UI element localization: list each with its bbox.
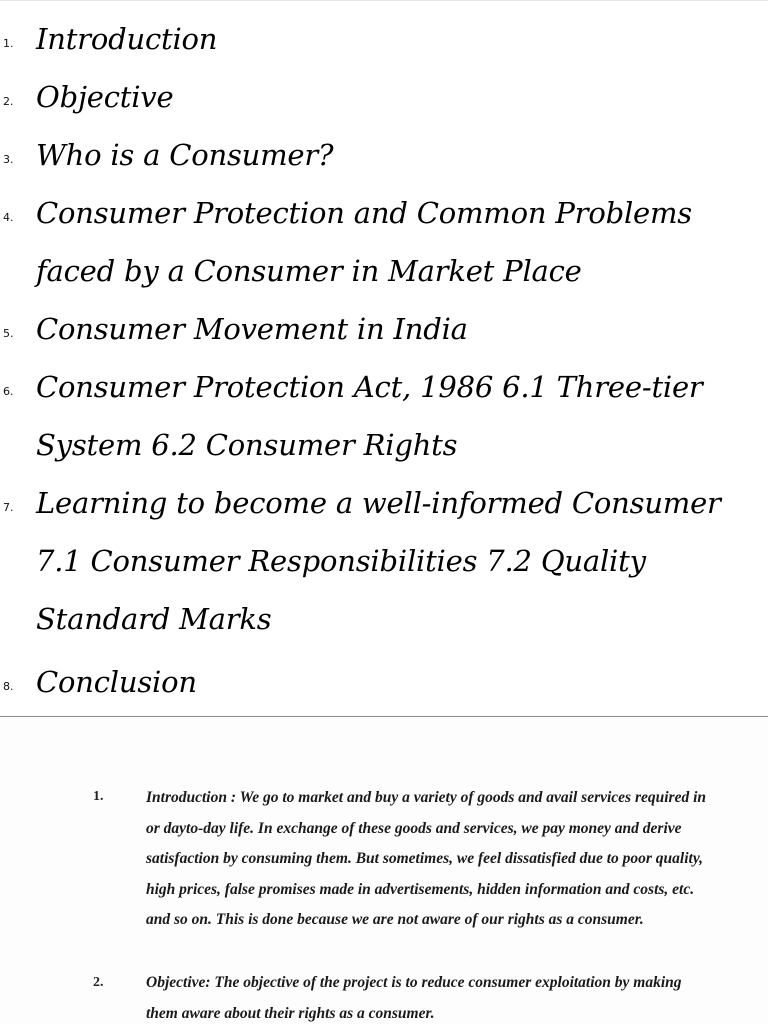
toc-text: Consumer Protection Act, 1986 6.1 Three-tier System 6.2 Consumer Rights <box>36 370 703 462</box>
toc-text: Consumer Protection and Common Problems faced by a Consumer in Market Place <box>36 196 692 288</box>
document-body <box>0 717 768 1024</box>
toc-number: 6. <box>3 385 14 398</box>
toc-text: Objective <box>36 80 174 114</box>
toc-number: 8. <box>3 680 14 693</box>
toc-text: Learning to become a well-informed Consumer 7.1 Consumer Responsibilities 7.2 Quality Standard Marks <box>36 486 721 636</box>
toc-number: 1. <box>3 37 14 50</box>
paragraph-text: Objective: The objective of the project is to reduce consumer exploitation by making them aware about their rights as a consumer. <box>146 974 682 1022</box>
paragraph-text: Introduction : We go to market and buy a variety of goods and avail services required in or dayto-day life. In exchange of these goods and services, we pay money and derive satisfaction by consuming them. But sometimes, we feel dissatisfied due to poor quality, high prices, false promises made in advertisements, hidden information and costs, etc. and so on. This is done because we are not aware of our rights as a consumer. <box>146 789 707 928</box>
toc-number: 2. <box>3 95 14 108</box>
toc-text: Introduction <box>36 22 218 56</box>
toc-number: 4. <box>3 211 14 224</box>
paragraph-number: 1. <box>93 789 104 804</box>
toc-number: 5. <box>3 327 14 340</box>
paragraph-number: 2. <box>93 975 104 990</box>
toc-text: Who is a Consumer? <box>36 138 334 172</box>
toc-number: 7. <box>3 501 14 514</box>
toc-text: Conclusion <box>36 665 197 699</box>
toc-number: 3. <box>3 153 14 166</box>
toc-text: Consumer Movement in India <box>36 312 468 346</box>
